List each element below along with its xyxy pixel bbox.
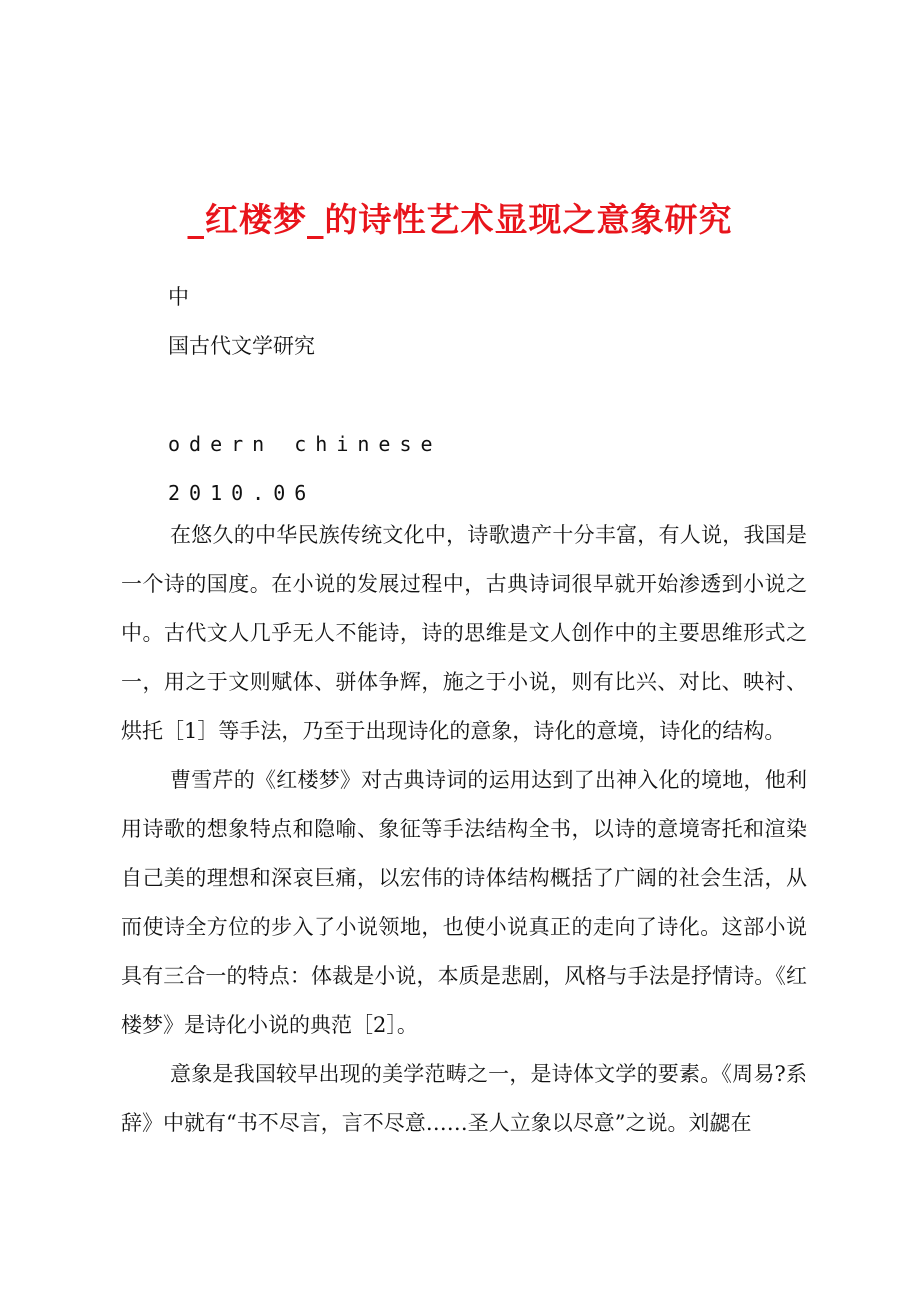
meta-line-3: odern chinese	[168, 432, 442, 456]
meta-line-2: 国古代文学研究	[168, 334, 315, 358]
paragraph-3: 意象是我国较早出现的美学范畴之一，是诗体文学的要素。《周易?系辞》中就有“书不尽言，言不尽意……圣人立象以尽意”之说。刘勰在	[121, 1062, 807, 1135]
document-title: _红楼梦_的诗性艺术显现之意象研究	[187, 200, 733, 239]
meta-line-1: 中	[168, 285, 189, 309]
paragraph-1: 在悠久的中华民族传统文化中，诗歌遗产十分丰富，有人说，我国是一个诗的国度。在小说的发展过程中，古典诗词很早就开始渗透到小说之中。古代文人几乎无人不能诗，诗的思维是文人创作中的主要思维形式之一，用之于文则赋体、骈体争辉，施之于小说，则有比兴、对比、映衬、烘托［1］等手法，乃至于出现诗化的意象，诗化的意境，诗化的结构。	[121, 523, 807, 743]
meta-line-4: 2010.06	[168, 481, 316, 505]
paragraph-2: 曹雪芹的《红楼梦》对古典诗词的运用达到了出神入化的境地，他利用诗歌的想象特点和隐喻、象征等手法结构全书，以诗的意境寄托和渲染自己美的理想和深哀巨痛，以宏伟的诗体结构概括了广阔的社会生活，从而使诗全方位的步入了小说领地，也使小说真正的走向了诗化。这部小说具有三合一的特点：体裁是小说，本质是悲剧，风格与手法是抒情诗。《红楼梦》是诗化小说的典范［2］。	[121, 768, 807, 1037]
